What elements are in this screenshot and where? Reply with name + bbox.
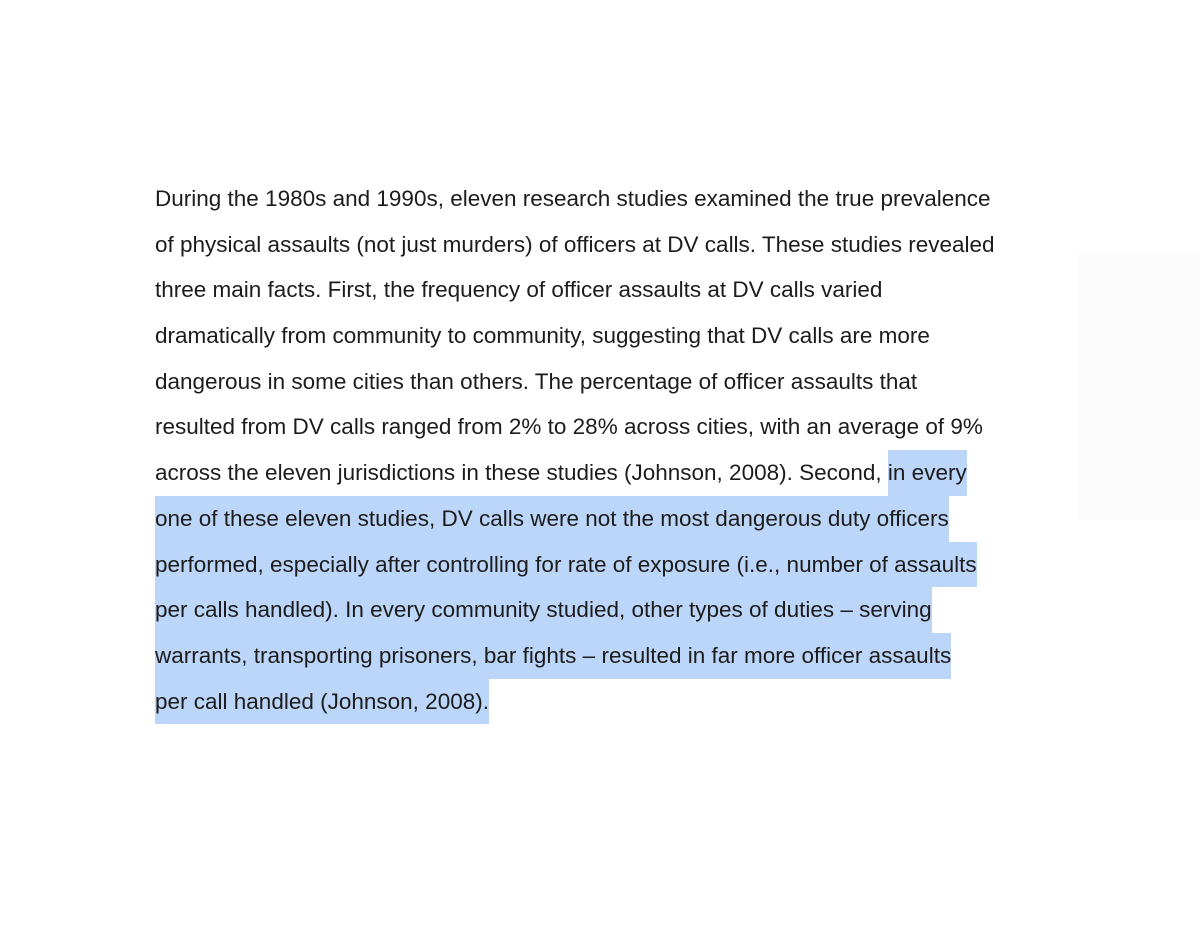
selected-text[interactable]: warrants, transporting prisoners, bar fights – resulted in far more officer assaults (155, 633, 951, 679)
selected-text[interactable]: performed, especially after controlling for rate of exposure (i.e., number of assaults (155, 542, 977, 588)
line-text: resulted from DV calls ranged from 2% to 28% across cities, with an average of 9% (155, 414, 983, 440)
text-line (155, 542, 995, 588)
line-text: dangerous in some cities than others. The percentage of officer assaults that (155, 368, 918, 394)
line-text: across the eleven jurisdictions in these studies (Johnson, 2008). Second, (155, 460, 888, 486)
text-line (155, 450, 995, 496)
text-line (155, 176, 995, 222)
selected-text[interactable]: per call handled (Johnson, 2008). (155, 679, 489, 725)
text-line (155, 267, 995, 313)
paragraph[interactable] (155, 176, 995, 724)
side-panel-shadow (1078, 252, 1200, 520)
text-line (155, 313, 995, 359)
text-line (155, 633, 995, 679)
text-line (155, 222, 995, 268)
selected-text[interactable]: in every (888, 450, 967, 496)
line-text: three main facts. First, the frequency of officer assaults at DV calls varied (155, 277, 883, 303)
line-text: dramatically from community to community, suggesting that DV calls are more (155, 323, 930, 349)
selected-text[interactable]: one of these eleven studies, DV calls were not the most dangerous duty officers (155, 496, 949, 542)
text-line (155, 359, 995, 405)
text-line (155, 587, 995, 633)
selected-text[interactable]: per calls handled). In every community studied, other types of duties – serving (155, 587, 932, 633)
text-line (155, 679, 995, 725)
line-text: During the 1980s and 1990s, eleven research studies examined the true prevalence (155, 186, 991, 211)
line-text: of physical assaults (not just murders) of officers at DV calls. These studies revealed (155, 231, 995, 257)
text-line (155, 496, 995, 542)
text-line (155, 404, 995, 450)
